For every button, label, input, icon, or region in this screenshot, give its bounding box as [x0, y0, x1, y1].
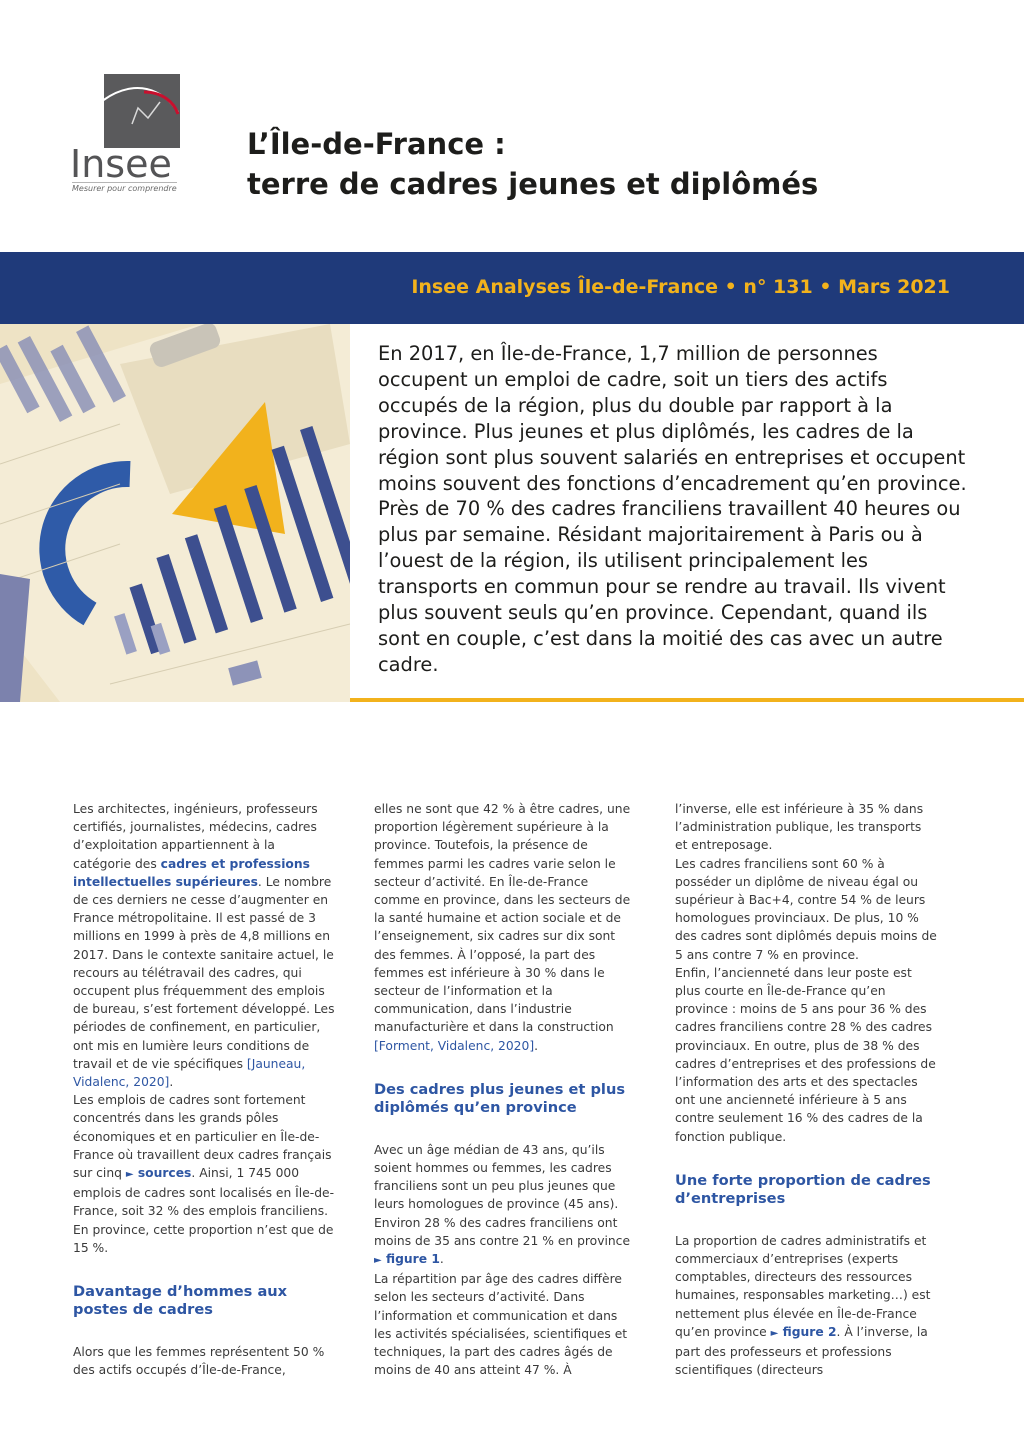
section-heading: Une forte proportion de cadres d’entreprises — [675, 1171, 931, 1207]
text-run: Les architectes, ingénieurs, professeurs certifiés, journalistes, médecins, cadres d’exploitation appartiennent à la catégorie des — [73, 802, 318, 871]
text-run: Avec un âge médian de 43 ans, qu’ils soient hommes ou femmes, les cadres franciliens sont un peu plus jeunes que leurs homologues de province (45 ans). Environ 28 % des cadres franciliens ont moins de 35 ans contre 21 % en province — [374, 1142, 631, 1248]
text-run: Les emplois de cadres sont fortement concentrés dans les grands pôles économiques et en particulier en Île-de-France où travaillent deux cadres français sur cinq — [73, 1093, 332, 1181]
charts-photo-image — [0, 324, 350, 702]
sources-link[interactable]: sources — [133, 1166, 192, 1181]
arrow-icon: ► — [770, 1327, 779, 1339]
paragraph: Les cadres franciliens sont 60 % à posséder un diplôme de niveau égal ou supérieur à Bac+4, contre 54 % de leurs homologues provinciaux. De plus, 10 % des cadres sont diplômés depuis moins de 5 ans contre 7 % en province. — [675, 856, 937, 962]
figure-2-link[interactable]: figure 2 — [778, 1324, 837, 1339]
paragraph — [73, 800, 335, 1091]
paragraph: Enfin, l’ancienneté dans leur poste est plus courte en Île-de-France qu’en province : moins de 5 ans pour 36 % des cadres franciliens contre 28 % des cadres provinciaux. En outre, plus de 38 % des cadres d’entreprises et des professions de l’information des arts et des spectacles ont une ancienneté inférieure à 5 ans contre seulement 16 % des cadres de la fonction publique. — [675, 965, 936, 1144]
text-run: . À l’inverse, la part des professeurs et professions scientifiques (directeurs — [675, 1324, 928, 1378]
arrow-icon: ► — [125, 1169, 134, 1181]
definition-link[interactable]: cadres et professions intellectuelles supérieures — [73, 856, 310, 889]
title-line-1: L’Île-de-France : — [247, 127, 506, 161]
page-title — [247, 124, 947, 204]
cover-illustration — [0, 324, 350, 702]
text-run: . — [169, 1075, 174, 1090]
text-column-1 — [73, 800, 335, 1379]
paragraph: l’inverse, elle est inférieure à 35 % dans l’administration publique, les transports et entreposage. — [675, 802, 924, 853]
insee-logo — [70, 70, 188, 200]
text-column-2 — [374, 800, 636, 1379]
publication-reference: Insee Analyses Île-de-France • n° 131 • Mars 2021 — [411, 276, 950, 298]
accent-divider — [350, 698, 1024, 702]
text-run: La proportion de cadres administratifs et commerciaux d’entreprises (experts comptables, directeurs des ressources humaines, responsables marketing…) est nettement plus élevée en Île-de-France qu’en province — [675, 1233, 931, 1339]
section-heading: Davantage d’hommes aux postes de cadres — [73, 1283, 288, 1319]
paragraph — [374, 1141, 636, 1270]
text-run: . Ainsi, 1 745 000 emplois de cadres sont localisés en Île-de-France, soit 32 % des emplois franciliens. En province, cette proportion n’est que de 15 %. — [73, 1166, 335, 1255]
paragraph — [675, 1232, 937, 1380]
logo-curve-icon — [104, 74, 180, 148]
reference-link[interactable]: [Forment, Vidalenc, 2020] — [374, 1038, 535, 1053]
text-run: . — [534, 1038, 539, 1053]
logo-tagline: Mesurer pour comprendre — [72, 184, 177, 193]
arrow-icon: ► — [374, 1255, 382, 1267]
text-run: . — [439, 1252, 444, 1267]
paragraph — [73, 1091, 335, 1257]
text-column-3 — [675, 800, 937, 1379]
paragraph — [374, 800, 636, 1055]
text-run: . Le nombre de ces derniers ne cesse d’augmenter en France métropolitaine. Il est passé de 3 millions en 1999 à près de 4,8 millions en 2017. Dans le contexte sanitaire actuel, le recours au télétravail des cadres, qui occupent plus fréquemment des emplois de bureau, s’est fortement développé. Les périodes de confinement, en particulier, ont mis en lumière leurs conditions de travail et de vie spécifiques — [73, 874, 335, 1071]
logo-square — [104, 74, 180, 148]
figure-1-link[interactable]: figure 1 — [381, 1252, 440, 1267]
section-heading: Des cadres plus jeunes et plus diplômés qu’en province — [374, 1080, 626, 1116]
title-line-2: terre de cadres jeunes et diplômés — [247, 167, 819, 201]
reference-link[interactable]: [Jauneau, Vidalenc, 2020] — [73, 1056, 306, 1090]
text-run: elles ne sont que 42 % à être cadres, une proportion légèrement supérieure à la province. Toutefois, la présence de femmes parmi les cadres varie selon le secteur d’activité. En Île-de-France comme en province, dans les secteurs de la santé humaine et action sociale et de l’enseignement, six cadres sur dix sont des femmes. À l’opposé, la part des femmes est inférieure à 30 % dans le secteur de l’information et la communication, dans l’industrie manufacturière et dans la construction — [374, 802, 631, 1035]
logo-wordmark: Insee — [70, 142, 172, 186]
paragraph: Alors que les femmes représentent 50 % des actifs occupés d’Île-de-France, — [73, 1345, 325, 1378]
publication-band — [0, 252, 1024, 324]
paragraph: La répartition par âge des cadres diffère selon les secteurs d’activité. Dans l’information et communication et dans les activités spécialisées, scientifiques et techniques, la part des cadres âgés de moins de 40 ans atteint 47 %. À — [374, 1272, 628, 1378]
summary-paragraph: En 2017, en Île-de-France, 1,7 million de personnes occupent un emploi de cadre, soit un tiers des actifs occupés de la région, plus du double par rapport à la province. Plus jeunes et plus diplômés, les cadres de la région sont plus souvent salariés en entreprises et occupent moins souvent des fonctions d’encadrement qu’en province. Près de 70 % des cadres franciliens travaillent 40 heures ou plus par semaine. Résidant majoritairement à Paris ou à l’ouest de la région, ils utilisent principalement les transports en commun pour se rendre au travail. Ils vivent plus souvent seuls qu’en province. Cependant, quand ils sont en couple, c’est dans la moitié des cas avec un autre cadre. — [378, 342, 967, 676]
